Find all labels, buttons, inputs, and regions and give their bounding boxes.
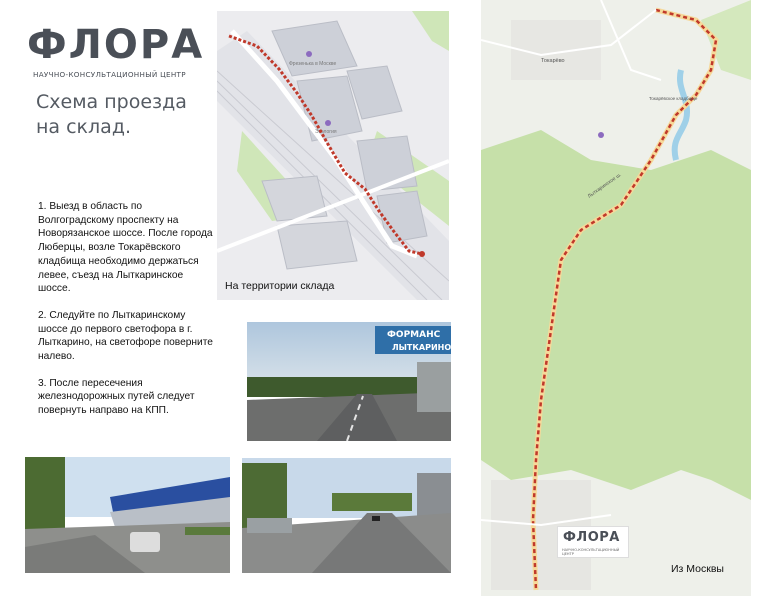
photo-1-graphic: [247, 322, 451, 441]
overview-map-graphic: [481, 0, 751, 596]
mini-logo-wordmark: ФЛОРА: [563, 530, 620, 545]
photo-warehouse: [25, 457, 230, 573]
title-line-1: Схема проезда: [36, 91, 187, 113]
overview-map-caption: Из Москвы: [671, 563, 724, 575]
warehouse-detail-map: [217, 11, 449, 300]
mini-logo-tagline: НАУЧНО-КОНСУЛЬТАЦИОННЫЙ ЦЕНТР: [562, 548, 620, 556]
logo: [27, 20, 207, 84]
road-sign-top: ФОРМАНС: [387, 330, 441, 340]
direction-step-1: 1. Выезд в область по Волгоградскому проспекту на Новорязанское шоссе. После города Люберцы, возле Токарёвского кладбища необходимо держаться левее, съезд на Лыткаринское шоссе.: [38, 201, 213, 295]
photo-3-graphic: [242, 458, 451, 573]
logo-wordmark: ФЛОРА: [27, 22, 205, 68]
logo-tagline: НАУЧНО-КОНСУЛЬТАЦИОННЫЙ ЦЕНТР: [33, 70, 186, 79]
map-label-a: Фрезенька в Москве: [289, 61, 337, 67]
detail-map-graphic: [217, 11, 449, 300]
map-label-town: Токарёво: [541, 58, 565, 64]
direction-step-2: 2. Следуйте по Лыткаринскому шоссе до первого светофора в г. Лыткарино, на светофоре поверните налево.: [38, 309, 213, 363]
overview-route-map: [481, 0, 751, 596]
title-line-2: на склад.: [36, 116, 131, 138]
road-sign-bottom: ЛЫТКАРИНО: [392, 343, 451, 352]
photo-lytkarino-sign: [247, 322, 451, 441]
photo-2-graphic: [25, 457, 230, 573]
map-label-road: Лыткаринское ш.: [586, 171, 623, 200]
mini-logo: [557, 526, 629, 558]
page-title: [36, 90, 187, 140]
directions-list: [38, 200, 216, 431]
map-label-cemetery: Токарёвское кладбище: [649, 96, 698, 101]
direction-step-3: 3. После пересечения железнодорожных путей следует повернуть направо на КПП.: [38, 377, 195, 417]
map-label-b: Экология: [315, 129, 337, 135]
photo-street: [242, 458, 451, 573]
detail-map-caption: На территории склада: [225, 280, 335, 292]
